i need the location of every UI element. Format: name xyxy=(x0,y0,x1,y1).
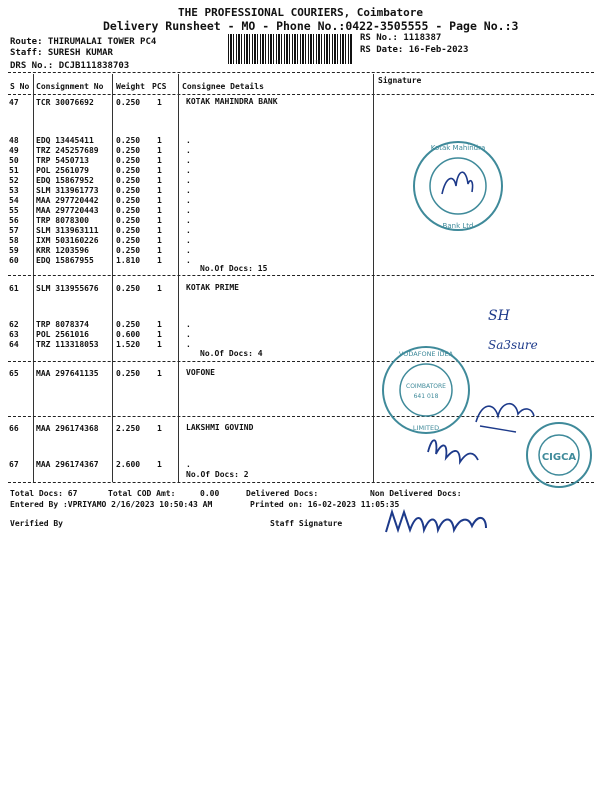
staff-signature-label: Staff Signature xyxy=(270,519,343,528)
table-row xyxy=(0,146,600,156)
svg-text:Kotak Mahindra: Kotak Mahindra xyxy=(430,144,486,152)
verified-by: Verified By xyxy=(10,519,63,528)
row-sno: 65 xyxy=(9,369,19,378)
row-consignee-mark: . xyxy=(186,226,191,235)
table-row xyxy=(0,369,600,379)
barcode xyxy=(228,34,352,64)
row-consignee-mark: . xyxy=(186,146,191,155)
drs-label: DRS No.: DCJB111838703 xyxy=(10,61,130,71)
row-consignment-no: TCR 30076692 xyxy=(36,98,94,107)
row-sno: 61 xyxy=(9,284,19,293)
row-sno: 51 xyxy=(9,166,19,175)
table-row xyxy=(0,246,600,256)
col-consignee: Consignee Details xyxy=(182,82,264,91)
staff-handwritten-signature xyxy=(382,506,492,540)
row-sno: 64 xyxy=(9,340,19,349)
row-weight: 0.250 xyxy=(116,216,141,225)
row-weight: 0.250 xyxy=(116,284,141,293)
row-sno: 57 xyxy=(9,226,19,235)
row-consignment-no: MAA 296174368 xyxy=(36,424,99,433)
row-pcs: 1 xyxy=(157,186,162,195)
row-sno: 56 xyxy=(9,216,19,225)
table-row xyxy=(0,186,600,196)
table-row xyxy=(0,196,600,206)
consignee-name: KOTAK PRIME xyxy=(186,283,239,292)
row-consignee-mark: . xyxy=(186,320,191,329)
row-pcs: 1 xyxy=(157,424,162,433)
total-docs: Total Docs: 67 xyxy=(10,489,78,498)
row-weight: 1.520 xyxy=(116,340,141,349)
staff-label: Staff: SURESH KUMAR xyxy=(10,48,113,58)
row-sno: 48 xyxy=(9,136,19,145)
row-pcs: 1 xyxy=(157,284,162,293)
total-cod-label: Total COD Amt: xyxy=(108,489,176,498)
row-weight: 2.250 xyxy=(116,424,141,433)
row-sno: 49 xyxy=(9,146,19,155)
row-sno: 58 xyxy=(9,236,19,245)
svg-text:CIGCA: CIGCA xyxy=(541,452,577,463)
row-weight: 0.250 xyxy=(116,369,141,378)
handwritten-signature: SH xyxy=(488,308,510,324)
row-pcs: 1 xyxy=(157,98,162,107)
table-row xyxy=(0,176,600,186)
table-row xyxy=(0,98,600,108)
row-consignee-mark: . xyxy=(186,256,191,265)
row-weight: 0.250 xyxy=(116,176,141,185)
docs-count: No.Of Docs: 4 xyxy=(200,349,263,358)
row-consignee-mark: . xyxy=(186,176,191,185)
row-sno: 52 xyxy=(9,176,19,185)
row-weight: 0.250 xyxy=(116,320,141,329)
row-weight: 0.600 xyxy=(116,330,141,339)
row-consignment-no: TRP 5450713 xyxy=(36,156,89,165)
row-sno: 67 xyxy=(9,460,19,469)
row-pcs: 1 xyxy=(157,176,162,185)
row-consignment-no: TRZ 245257689 xyxy=(36,146,99,155)
row-weight: 0.250 xyxy=(116,166,141,175)
header-bottom-rule xyxy=(8,94,594,95)
consignee-name: VOFONE xyxy=(186,368,215,377)
row-pcs: 1 xyxy=(157,196,162,205)
row-sno: 63 xyxy=(9,330,19,339)
row-consignment-no: EDQ 15867952 xyxy=(36,176,94,185)
row-sno: 60 xyxy=(9,256,19,265)
row-weight: 0.250 xyxy=(116,156,141,165)
table-row xyxy=(0,166,600,176)
row-consignment-no: POL 2561079 xyxy=(36,166,89,175)
row-consignment-no: EDQ 15867955 xyxy=(36,256,94,265)
row-weight: 2.600 xyxy=(116,460,141,469)
row-consignment-no: SLM 313961773 xyxy=(36,186,99,195)
route-label: Route: THIRUMALAI TOWER PC4 xyxy=(10,37,157,47)
row-consignment-no: MAA 297720443 xyxy=(36,206,99,215)
row-weight: 0.250 xyxy=(116,146,141,155)
consignee-name: KOTAK MAHINDRA BANK xyxy=(186,97,278,106)
row-sno: 53 xyxy=(9,186,19,195)
table-row xyxy=(0,216,600,226)
row-sno: 66 xyxy=(9,424,19,433)
row-pcs: 1 xyxy=(157,330,162,339)
group-rule xyxy=(8,361,594,362)
row-sno: 50 xyxy=(9,156,19,165)
col-pcs: PCS xyxy=(152,82,167,91)
row-pcs: 1 xyxy=(157,369,162,378)
row-weight: 1.810 xyxy=(116,256,141,265)
row-consignee-mark: . xyxy=(186,246,191,255)
non-delivered-docs: Non Delivered Docs: xyxy=(370,489,462,498)
row-consignment-no: MAA 296174367 xyxy=(36,460,99,469)
row-sno: 59 xyxy=(9,246,19,255)
row-consignment-no: TRP 8078374 xyxy=(36,320,89,329)
company-title: THE PROFESSIONAL COURIERS, Coimbatore xyxy=(178,6,424,19)
total-cod-value: 0.00 xyxy=(200,489,220,498)
rs-date-label: RS Date: 16-Feb-2023 xyxy=(360,45,469,55)
row-pcs: 1 xyxy=(157,206,162,215)
table-row xyxy=(0,226,600,236)
row-consignee-mark: . xyxy=(186,340,191,349)
row-consignment-no: MAA 297720442 xyxy=(36,196,99,205)
row-sno: 54 xyxy=(9,196,19,205)
svg-text:VODAFONE IDEA: VODAFONE IDEA xyxy=(398,350,454,358)
row-consignee-mark: . xyxy=(186,186,191,195)
row-weight: 0.250 xyxy=(116,186,141,195)
row-pcs: 1 xyxy=(157,460,162,469)
consignee-name: LAKSHMI GOVIND xyxy=(186,423,254,432)
col-consignment: Consignment No xyxy=(36,82,104,91)
row-weight: 0.250 xyxy=(116,136,141,145)
row-sno: 47 xyxy=(9,98,19,107)
row-pcs: 1 xyxy=(157,236,162,245)
col-signature: Signature xyxy=(378,76,422,85)
row-consignee-mark: . xyxy=(186,166,191,175)
row-consignee-mark: . xyxy=(186,206,191,215)
table-row xyxy=(0,206,600,216)
row-consignment-no: IXM 503160226 xyxy=(36,236,99,245)
row-weight: 0.250 xyxy=(116,236,141,245)
row-pcs: 1 xyxy=(157,246,162,255)
group-rule xyxy=(8,275,594,276)
row-pcs: 1 xyxy=(157,226,162,235)
row-pcs: 1 xyxy=(157,136,162,145)
kotak-bank-stamp xyxy=(410,138,506,234)
table-top-rule xyxy=(8,72,594,73)
row-weight: 0.250 xyxy=(116,196,141,205)
row-consignment-no: POL 2561016 xyxy=(36,330,89,339)
svg-text:Bank Ltd: Bank Ltd xyxy=(442,222,474,230)
row-weight: 0.250 xyxy=(116,98,141,107)
row-consignee-mark: . xyxy=(186,330,191,339)
row-consignment-no: KRR 1203596 xyxy=(36,246,89,255)
table-row xyxy=(0,136,600,146)
table-row xyxy=(0,156,600,166)
row-consignment-no: SLM 313963111 xyxy=(36,226,99,235)
docs-count: No.Of Docs: 15 xyxy=(200,264,268,273)
svg-text:LIMITED: LIMITED xyxy=(412,424,440,432)
row-pcs: 1 xyxy=(157,156,162,165)
table-row xyxy=(0,284,600,294)
row-pcs: 1 xyxy=(157,340,162,349)
col-weight: Weight xyxy=(116,82,145,91)
svg-text:641 018: 641 018 xyxy=(413,393,439,400)
row-weight: 0.250 xyxy=(116,246,141,255)
table-row xyxy=(0,320,600,330)
row-consignment-no: EDQ 13445411 xyxy=(36,136,94,145)
handwritten-signature xyxy=(420,392,540,476)
svg-text:COIMBATORE: COIMBATORE xyxy=(406,383,446,390)
entered-by: Entered By :VPRIYAMO 2/16/2023 10:50:43 AM xyxy=(10,500,213,509)
row-consignee-mark: . xyxy=(186,156,191,165)
row-consignee-mark: . xyxy=(186,460,191,469)
row-pcs: 1 xyxy=(157,146,162,155)
row-consignment-no: TRZ 113318053 xyxy=(36,340,99,349)
row-weight: 0.250 xyxy=(116,206,141,215)
row-consignment-no: MAA 297641135 xyxy=(36,369,99,378)
row-consignee-mark: . xyxy=(186,196,191,205)
table-row xyxy=(0,236,600,246)
row-consignee-mark: . xyxy=(186,216,191,225)
printed-on: Printed on: 16-02-2023 11:05:35 xyxy=(250,500,400,509)
row-sno: 55 xyxy=(9,206,19,215)
docs-count: No.Of Docs: 2 xyxy=(186,470,249,479)
rs-no-label: RS No.: 1118387 xyxy=(360,33,442,43)
table-row xyxy=(0,256,600,266)
row-pcs: 1 xyxy=(157,216,162,225)
col-sno: S No xyxy=(10,82,30,91)
row-pcs: 1 xyxy=(157,320,162,329)
runsheet-subtitle: Delivery Runsheet - MO - Phone No.:0422-3505555 - Page No.:3 xyxy=(103,19,519,33)
row-pcs: 1 xyxy=(157,256,162,265)
delivered-docs: Delivered Docs: xyxy=(246,489,319,498)
row-pcs: 1 xyxy=(157,166,162,175)
row-consignee-mark: . xyxy=(186,136,191,145)
row-weight: 0.250 xyxy=(116,226,141,235)
handwritten-signature: Sa3sure xyxy=(488,338,538,352)
row-consignee-mark: . xyxy=(186,236,191,245)
row-sno: 62 xyxy=(9,320,19,329)
table-bottom-rule xyxy=(8,482,594,483)
row-consignment-no: TRP 8078300 xyxy=(36,216,89,225)
row-consignment-no: SLM 313955676 xyxy=(36,284,99,293)
